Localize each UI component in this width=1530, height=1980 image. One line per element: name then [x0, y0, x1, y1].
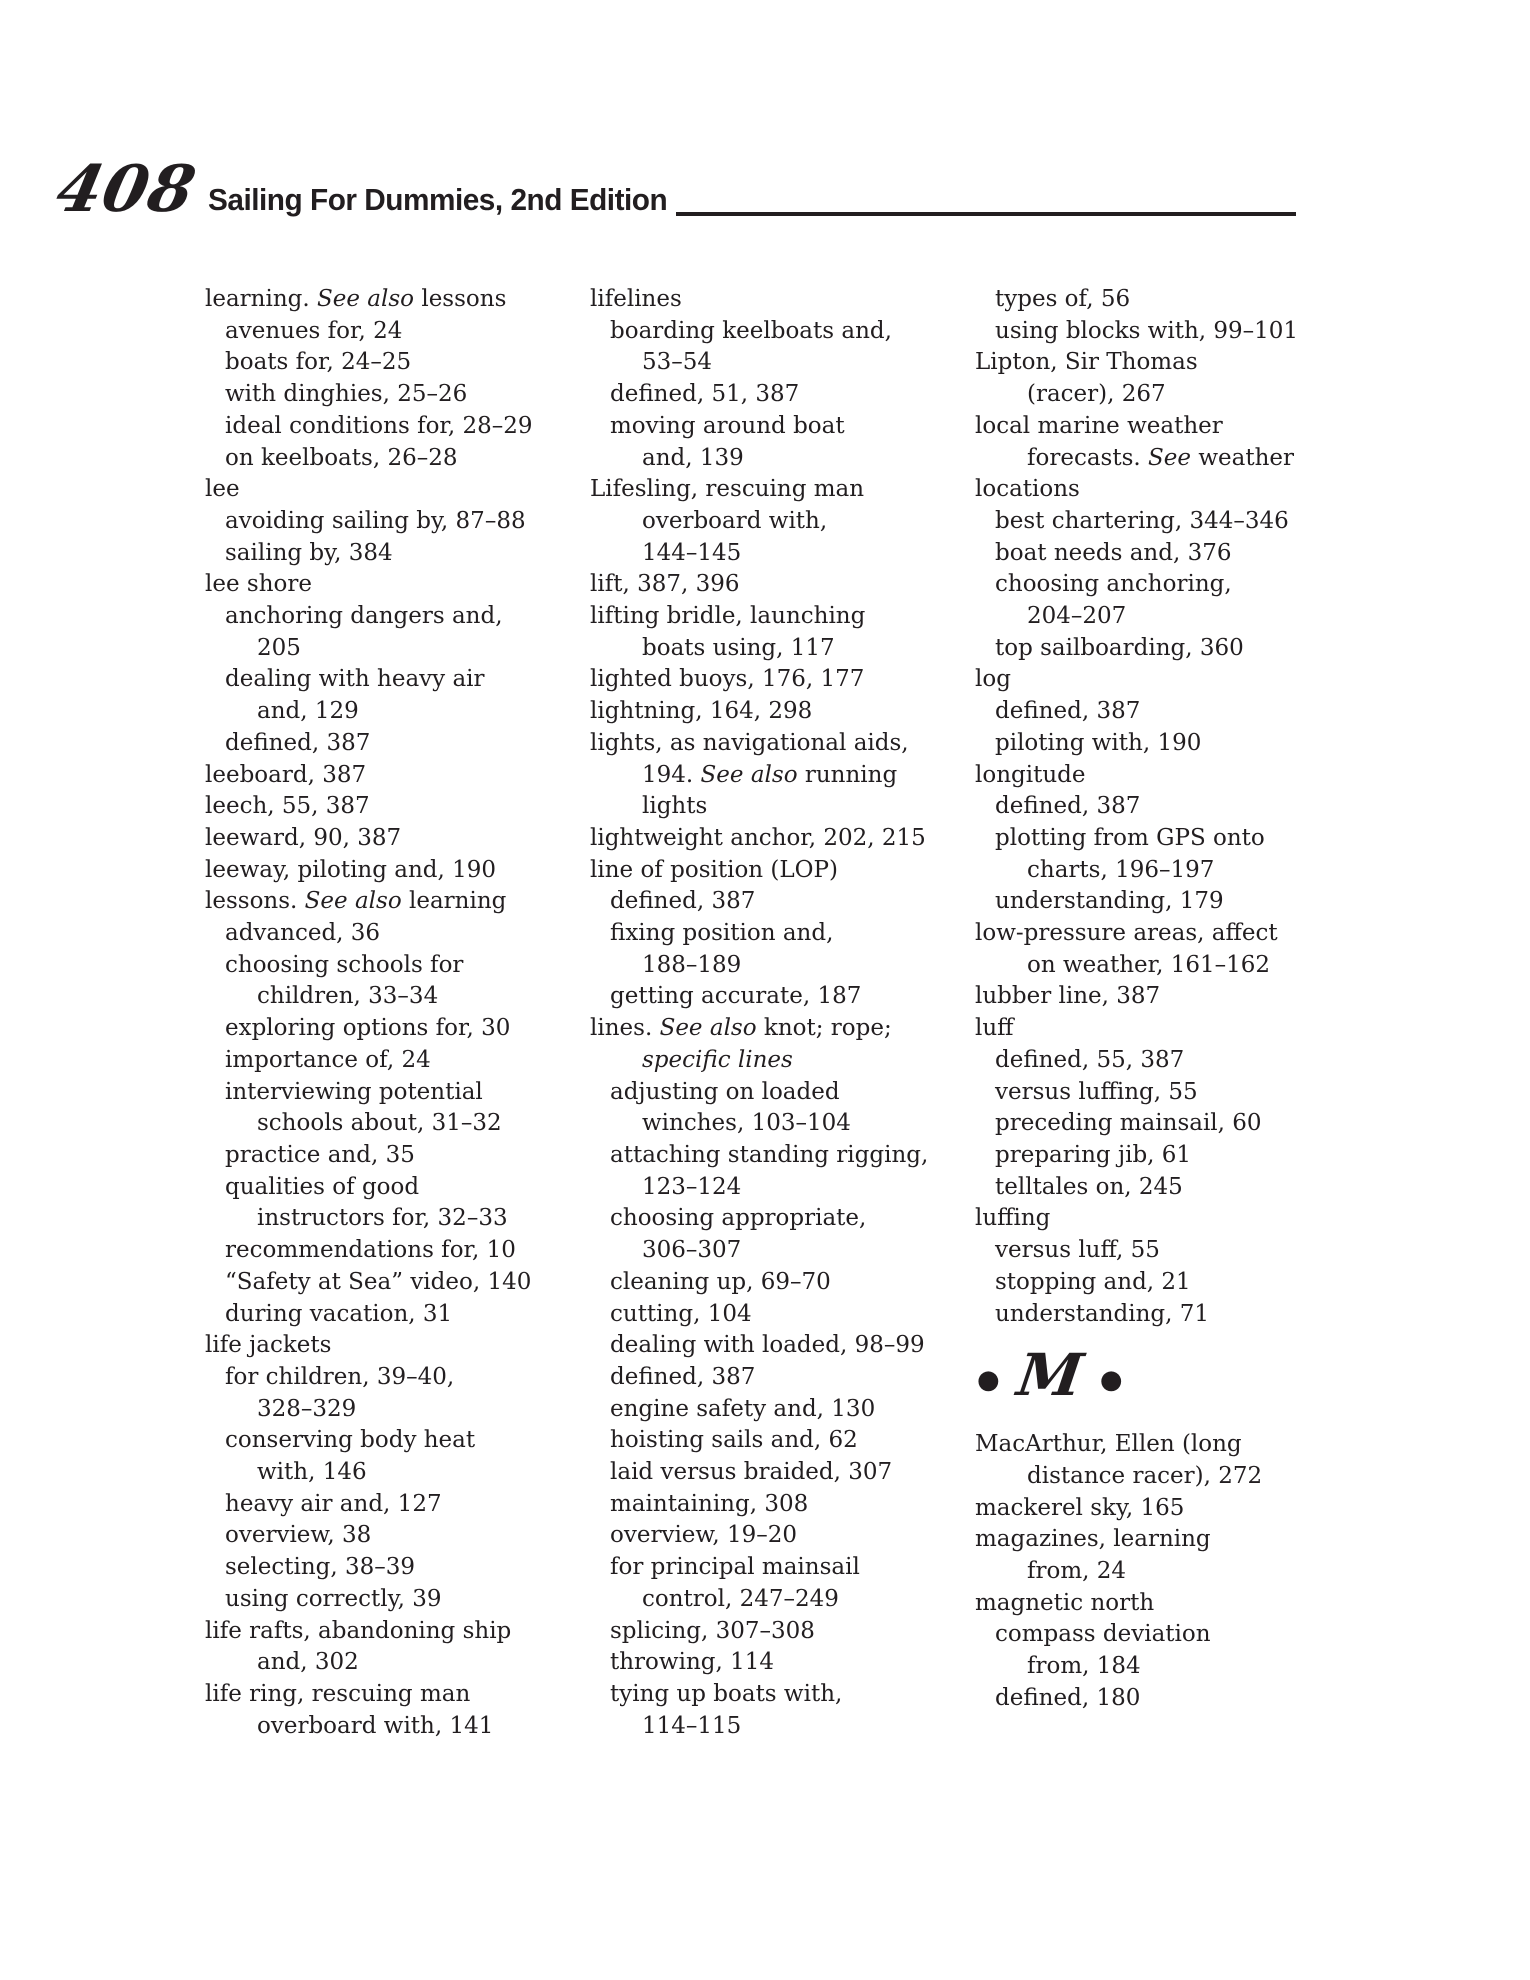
index-line: [975, 1299, 1361, 1331]
index-text: sailing by, 384: [225, 539, 393, 566]
index-line: [975, 1524, 1361, 1556]
index-line: [205, 284, 591, 316]
index-text: See also: [659, 1015, 757, 1042]
index-text: lessons.: [205, 888, 305, 915]
index-line: [590, 886, 976, 918]
index-line: [205, 347, 591, 379]
index-line: [590, 823, 976, 855]
index-text: Lipton, Sir Thomas: [975, 349, 1198, 376]
index-line: [590, 1425, 976, 1457]
index-line: [205, 791, 591, 823]
index-text: defined, 387: [995, 793, 1141, 820]
index-line: [205, 696, 591, 728]
index-text: qualities of good: [225, 1173, 420, 1200]
index-text: life rafts, abandoning ship: [205, 1617, 512, 1644]
index-line: [205, 538, 591, 570]
index-line: [975, 1651, 1361, 1683]
index-text: boarding keelboats and,: [610, 317, 892, 344]
index-text: choosing schools for: [225, 951, 464, 978]
index-text: magazines, learning: [975, 1526, 1211, 1553]
index-line: [205, 1425, 591, 1457]
index-line: [590, 1203, 976, 1235]
index-text: distance racer), 272: [1027, 1462, 1263, 1489]
index-text: adjusting on loaded: [610, 1078, 840, 1105]
index-text: from, 184: [1027, 1653, 1141, 1680]
index-line: [205, 379, 591, 411]
index-text: heavy air and, 127: [225, 1490, 442, 1517]
index-line: [205, 855, 591, 887]
index-text: maintaining, 308: [610, 1490, 809, 1517]
index-text: lifting bridle, launching: [590, 603, 866, 630]
index-text: See also: [317, 286, 415, 312]
index-text: lee shore: [205, 571, 312, 598]
index-text: overview, 19–20: [610, 1522, 798, 1549]
index-line: [590, 379, 976, 411]
index-text: 306–307: [642, 1237, 742, 1264]
index-text: versus luff, 55: [995, 1237, 1160, 1264]
index-text: defined, 387: [995, 698, 1141, 725]
index-text: on keelboats, 26–28: [225, 444, 458, 471]
index-line: [205, 1299, 591, 1331]
index-line: [590, 1267, 976, 1299]
index-text: cutting, 104: [610, 1300, 752, 1327]
index-line: [975, 1235, 1361, 1267]
index-line: [590, 855, 976, 887]
index-text: specific lines: [642, 1046, 793, 1073]
index-line: [205, 950, 591, 982]
index-text: learning.: [205, 286, 318, 312]
index-line: [590, 284, 976, 316]
index-text: defined, 51, 387: [610, 381, 800, 408]
index-text: for principal mainsail: [610, 1554, 860, 1581]
index-text: lights, as navigational aids,: [590, 729, 909, 756]
index-line: [975, 1045, 1361, 1077]
index-line: [590, 760, 976, 792]
index-line: [590, 1520, 976, 1552]
index-text: splicing, 307–308: [610, 1617, 815, 1644]
index-text: dealing with loaded, 98–99: [610, 1332, 925, 1359]
index-line: [975, 1461, 1361, 1493]
index-text: laid versus braided, 307: [610, 1459, 893, 1486]
index-line: [975, 1588, 1361, 1620]
index-text: See also: [700, 761, 798, 788]
index-text: lessons: [414, 286, 507, 312]
index-line: [590, 1584, 976, 1616]
index-line: [205, 1520, 591, 1552]
index-text: local marine weather: [975, 412, 1223, 439]
index-line: [205, 601, 591, 633]
index-text: magnetic north: [975, 1589, 1155, 1616]
index-line: [205, 1203, 591, 1235]
index-text: lighted buoys, 176, 177: [590, 666, 865, 693]
index-line: [590, 1552, 976, 1584]
index-line: [590, 316, 976, 348]
index-line: [590, 664, 976, 696]
index-line: [590, 1647, 976, 1679]
index-text: running: [797, 761, 898, 788]
index-line: [975, 1203, 1361, 1235]
index-text: instructors for, 32–33: [257, 1205, 508, 1232]
index-text: preceding mainsail, 60: [995, 1110, 1262, 1137]
index-line: [975, 950, 1361, 982]
index-text: hoisting sails and, 62: [610, 1427, 858, 1454]
index-line: [590, 1013, 976, 1045]
index-text: preparing jib, 61: [995, 1141, 1192, 1168]
index-line: [975, 1140, 1361, 1172]
index-text: See also: [304, 888, 402, 915]
index-text: cleaning up, 69–70: [610, 1268, 831, 1295]
index-line: [590, 1077, 976, 1109]
index-text: defined, 387: [610, 1363, 756, 1390]
index-line: [205, 1045, 591, 1077]
index-text: charts, 196–197: [1027, 856, 1215, 883]
index-line: [205, 1394, 591, 1426]
index-column-2: [590, 284, 976, 1742]
index-line: [205, 474, 591, 506]
index-line: [205, 728, 591, 760]
section-letter: M: [1012, 1340, 1087, 1409]
index-text: and, 139: [642, 444, 744, 471]
index-text: leeward, 90, 387: [205, 824, 402, 851]
index-text: overboard with,: [642, 507, 828, 534]
index-text: 53–54: [642, 349, 713, 376]
index-line: [975, 1267, 1361, 1299]
index-text: “Safety at Sea” video, 140: [225, 1268, 532, 1295]
index-line: [975, 443, 1361, 475]
index-text: attaching standing rigging,: [610, 1141, 929, 1168]
index-text: from, 24: [1027, 1558, 1127, 1585]
index-line: [975, 411, 1361, 443]
index-line: [975, 569, 1361, 601]
index-line: [590, 1172, 976, 1204]
index-text: learning: [401, 888, 507, 915]
index-line: [205, 569, 591, 601]
index-line: [590, 347, 976, 379]
index-text: leech, 55, 387: [205, 793, 370, 820]
running-head-title: Sailing For Dummies, 2nd Edition: [208, 182, 668, 217]
index-line: [205, 1457, 591, 1489]
index-text: using correctly, 39: [225, 1585, 442, 1612]
index-text: selecting, 38–39: [225, 1554, 416, 1581]
index-line: [590, 981, 976, 1013]
index-text: life ring, rescuing man: [205, 1680, 471, 1707]
index-line: [975, 760, 1361, 792]
index-line: [975, 1013, 1361, 1045]
index-text: 204–207: [1027, 603, 1127, 630]
index-text: mackerel sky, 165: [975, 1494, 1185, 1521]
index-line: [590, 1362, 976, 1394]
index-text: and, 129: [257, 698, 359, 725]
index-text: avoiding sailing by, 87–88: [225, 507, 526, 534]
index-text: importance of, 24: [225, 1046, 431, 1073]
index-text: defined, 387: [225, 729, 371, 756]
index-text: lubber line, 387: [975, 983, 1161, 1010]
index-text: versus luffing, 55: [995, 1078, 1198, 1105]
index-text: throwing, 114: [610, 1649, 774, 1676]
index-line: [205, 1647, 591, 1679]
index-text: understanding, 71: [995, 1300, 1210, 1327]
index-line: [205, 443, 591, 475]
index-line: [975, 791, 1361, 823]
index-line: [205, 1711, 591, 1743]
index-text: log: [975, 666, 1011, 693]
index-line: [975, 1108, 1361, 1140]
index-text: weather: [1191, 444, 1294, 471]
index-text: 123–124: [642, 1173, 742, 1200]
index-line: [205, 981, 591, 1013]
index-text: understanding, 179: [995, 888, 1224, 915]
index-line: [205, 823, 591, 855]
index-text: plotting from GPS onto: [995, 824, 1265, 851]
index-line: [975, 1429, 1361, 1461]
index-text: moving around boat: [610, 412, 845, 439]
index-line: [975, 1619, 1361, 1651]
index-text: with dinghies, 25–26: [225, 381, 468, 408]
index-line: [975, 696, 1361, 728]
index-text: Lifesling, rescuing man: [590, 476, 865, 503]
index-line: [205, 1552, 591, 1584]
index-text: locations: [975, 476, 1080, 503]
index-text: lift, 387, 396: [590, 571, 740, 598]
index-text: defined, 55, 387: [995, 1046, 1185, 1073]
index-column-3: [975, 284, 1361, 1715]
index-text: (racer), 267: [1027, 381, 1166, 408]
index-line: [590, 538, 976, 570]
index-text: exploring options for, 30: [225, 1015, 511, 1042]
index-line: [975, 1683, 1361, 1715]
index-line: [590, 791, 976, 823]
index-text: dealing with heavy air: [225, 666, 485, 693]
index-line: [975, 633, 1361, 665]
index-line: [975, 664, 1361, 696]
index-line: [975, 316, 1361, 348]
index-line: [590, 1711, 976, 1743]
index-text: avenues for, 24: [225, 317, 403, 344]
index-text: best chartering, 344–346: [995, 507, 1289, 534]
index-text: low-pressure areas, affect: [975, 920, 1278, 947]
index-text: schools about, 31–32: [257, 1110, 502, 1137]
index-line: [975, 981, 1361, 1013]
index-text: practice and, 35: [225, 1141, 415, 1168]
index-text: overboard with, 141: [257, 1712, 494, 1739]
index-line: [975, 1556, 1361, 1588]
index-line: [590, 1457, 976, 1489]
index-text: with, 146: [257, 1459, 367, 1486]
index-text: anchoring dangers and,: [225, 603, 503, 630]
index-line: [975, 823, 1361, 855]
index-text: See: [1148, 444, 1192, 471]
index-line: [205, 1584, 591, 1616]
index-line: [590, 950, 976, 982]
index-line: [205, 1108, 591, 1140]
index-line: [975, 506, 1361, 538]
index-text: and, 302: [257, 1649, 359, 1676]
index-line: [590, 1299, 976, 1331]
index-line: [590, 633, 976, 665]
index-line: [205, 1362, 591, 1394]
index-text: compass deviation: [995, 1621, 1211, 1648]
index-text: life jackets: [205, 1332, 332, 1359]
index-line: [205, 1330, 591, 1362]
index-line: [205, 1235, 591, 1267]
index-line: [590, 474, 976, 506]
index-line: [590, 1108, 976, 1140]
section-header-m: [975, 1330, 1361, 1429]
index-text: recommendations for, 10: [225, 1237, 516, 1264]
index-line: [205, 1172, 591, 1204]
index-column-1: [205, 284, 591, 1742]
index-line: [975, 474, 1361, 506]
index-text: boats using, 117: [642, 634, 835, 661]
index-line: [590, 443, 976, 475]
index-line: [590, 506, 976, 538]
index-text: 205: [257, 634, 301, 661]
index-line: [590, 918, 976, 950]
index-line: [590, 1616, 976, 1648]
index-line: [975, 601, 1361, 633]
index-line: [590, 1045, 976, 1077]
index-text: luffing: [975, 1205, 1051, 1232]
index-text: defined, 387: [610, 888, 756, 915]
index-text: telltales on, 245: [995, 1173, 1183, 1200]
index-text: engine safety and, 130: [610, 1395, 876, 1422]
index-line: [205, 316, 591, 348]
index-line: [590, 1140, 976, 1172]
index-text: 194.: [642, 761, 701, 788]
index-text: top sailboarding, 360: [995, 634, 1244, 661]
header-rule: [676, 212, 1296, 216]
index-line: [205, 506, 591, 538]
index-line: [205, 1267, 591, 1299]
index-line: [975, 918, 1361, 950]
index-text: boats for, 24–25: [225, 349, 412, 376]
index-line: [975, 284, 1361, 316]
bullet-icon: ●: [1099, 1364, 1123, 1395]
index-text: fixing position and,: [610, 920, 834, 947]
index-line: [205, 633, 591, 665]
index-line: [205, 411, 591, 443]
index-line: [205, 1013, 591, 1045]
index-line: [590, 696, 976, 728]
index-text: knot; rope;: [756, 1015, 892, 1042]
index-line: [590, 1394, 976, 1426]
index-text: getting accurate, 187: [610, 983, 862, 1010]
index-line: [590, 728, 976, 760]
index-text: advanced, 36: [225, 920, 381, 947]
index-text: 114–115: [642, 1712, 742, 1739]
index-line: [590, 411, 976, 443]
index-text: using blocks with, 99–101: [995, 317, 1299, 344]
index-line: [205, 1489, 591, 1521]
index-line: [975, 1493, 1361, 1525]
bullet-icon: ●: [977, 1364, 1000, 1395]
index-text: forecasts.: [1027, 444, 1149, 471]
index-line: [590, 1489, 976, 1521]
index-line: [975, 728, 1361, 760]
index-text: luff: [975, 1015, 1014, 1042]
index-text: conserving body heat: [225, 1427, 476, 1454]
index-line: [205, 1616, 591, 1648]
index-line: [975, 1172, 1361, 1204]
index-text: lights: [642, 793, 708, 820]
index-text: line of position (LOP): [590, 856, 838, 883]
index-line: [975, 886, 1361, 918]
index-text: on weather, 161–162: [1027, 951, 1271, 978]
index-line: [975, 347, 1361, 379]
index-text: lightning, 164, 298: [590, 698, 813, 725]
index-text: ideal conditions for, 28–29: [225, 412, 533, 439]
index-text: winches, 103–104: [642, 1110, 851, 1137]
index-text: lifelines: [590, 286, 682, 312]
index-text: stopping and, 21: [995, 1268, 1191, 1295]
index-text: MacArthur, Ellen (long: [975, 1431, 1242, 1458]
index-text: lightweight anchor, 202, 215: [590, 824, 926, 851]
index-text: choosing anchoring,: [995, 571, 1232, 598]
index-line: [975, 379, 1361, 411]
index-text: defined, 180: [995, 1684, 1141, 1711]
index-line: [590, 1679, 976, 1711]
index-text: overview, 38: [225, 1522, 372, 1549]
index-text: leeway, piloting and, 190: [205, 856, 497, 883]
index-text: leeboard, 387: [205, 761, 367, 788]
index-text: 328–329: [257, 1395, 357, 1422]
index-text: 188–189: [642, 951, 742, 978]
index-text: tying up boats with,: [610, 1680, 843, 1707]
index-text: control, 247–249: [642, 1585, 839, 1612]
index-text: during vacation, 31: [225, 1300, 453, 1327]
index-text: for children, 39–40,: [225, 1363, 455, 1390]
index-line: [205, 1679, 591, 1711]
index-line: [975, 1077, 1361, 1109]
index-line: [205, 886, 591, 918]
index-line: [975, 538, 1361, 570]
index-line: [205, 1077, 591, 1109]
index-text: boat needs and, 376: [995, 539, 1232, 566]
index-line: [205, 760, 591, 792]
index-text: 144–145: [642, 539, 742, 566]
index-text: longitude: [975, 761, 1086, 788]
page-number: 408: [50, 152, 203, 227]
index-line: [590, 1235, 976, 1267]
index-text: children, 33–34: [257, 983, 439, 1010]
index-line: [590, 601, 976, 633]
index-text: choosing appropriate,: [610, 1205, 867, 1232]
index-line: [590, 569, 976, 601]
index-line: [975, 855, 1361, 887]
index-text: lee: [205, 476, 240, 503]
index-line: [590, 1330, 976, 1362]
index-text: lines.: [590, 1015, 660, 1042]
index-text: types of, 56: [995, 286, 1131, 312]
index-text: interviewing potential: [225, 1078, 483, 1105]
index-text: piloting with, 190: [995, 729, 1202, 756]
index-line: [205, 918, 591, 950]
index-line: [205, 1140, 591, 1172]
index-line: [205, 664, 591, 696]
